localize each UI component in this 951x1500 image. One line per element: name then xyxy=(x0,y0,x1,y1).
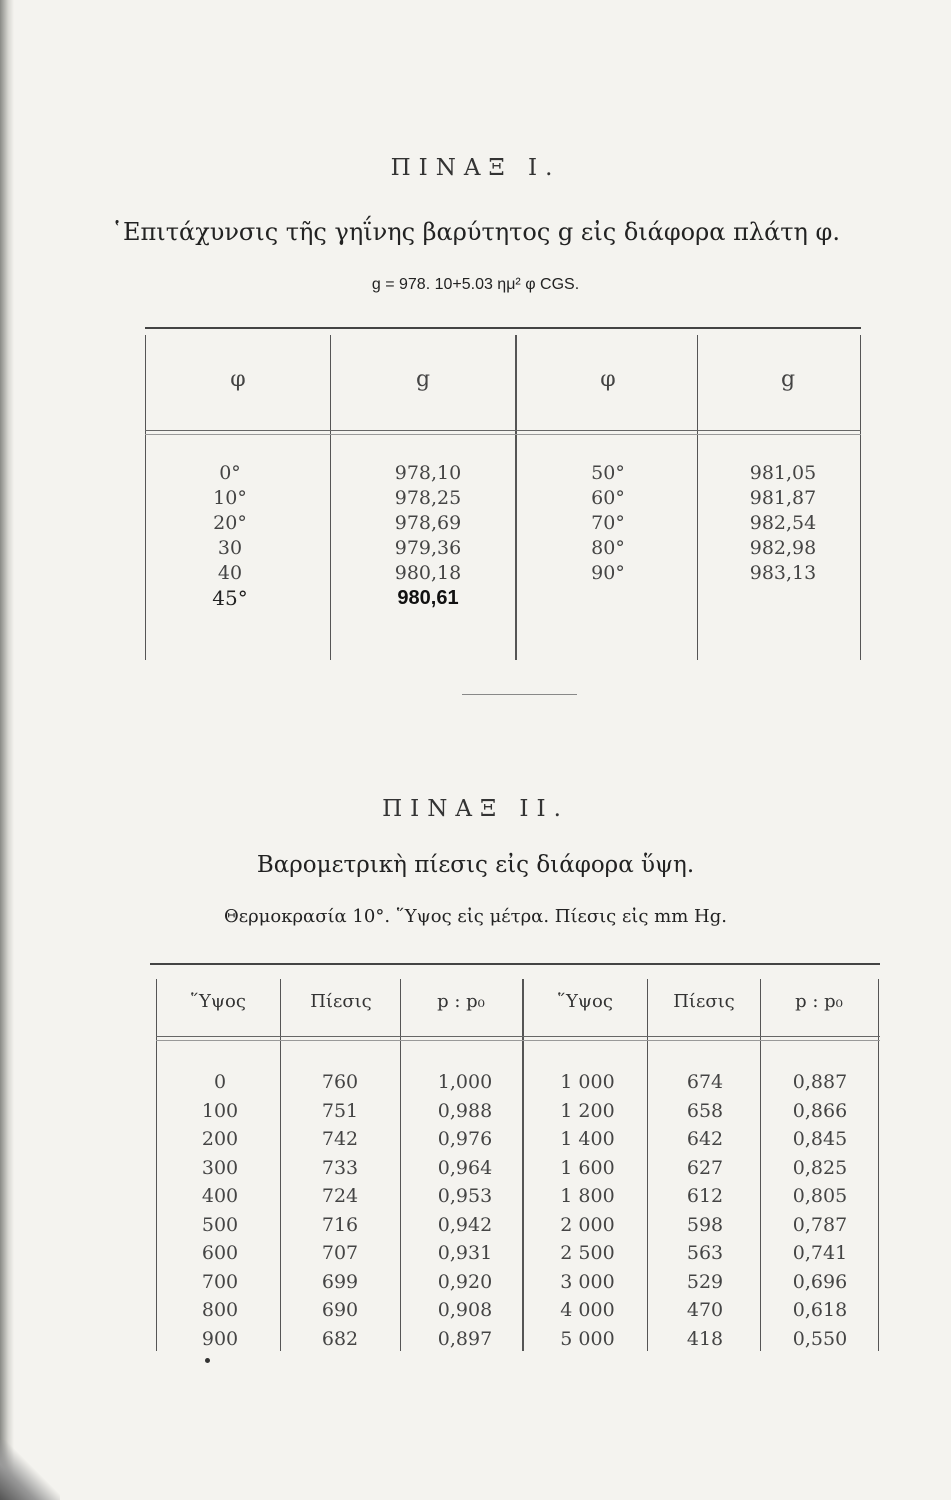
table2-col-divider xyxy=(647,979,648,1351)
table1-mid-divider xyxy=(515,335,517,660)
table1-header-phi: φ xyxy=(600,367,616,392)
table2-col-pressure-right xyxy=(665,1068,745,1353)
table1-header-g: g xyxy=(415,367,431,392)
table2-header-ratio: p : p₀ xyxy=(437,991,485,1012)
table2-border-right xyxy=(878,979,879,1351)
table-cell: 800 xyxy=(201,1299,239,1321)
table-cell: 978,10 xyxy=(394,462,462,484)
table1-col-phi-left xyxy=(195,461,265,611)
table-cell: 682 xyxy=(321,1327,359,1350)
table-cell: 980,18 xyxy=(394,562,462,584)
table-cell: 0,825 xyxy=(792,1156,848,1179)
table1-header-g: g xyxy=(780,367,796,392)
table-cell: 2 000 xyxy=(560,1213,615,1236)
table-cell: 0,805 xyxy=(792,1185,848,1207)
table-cell: 0,866 xyxy=(792,1099,848,1122)
table-cell: 742 xyxy=(321,1128,359,1150)
table-cell: 982,54 xyxy=(749,512,817,534)
table2-border-left xyxy=(156,979,157,1351)
table-cell: 100 xyxy=(201,1099,239,1122)
table-cell: 1 200 xyxy=(560,1099,615,1122)
table-cell: 70° xyxy=(591,512,625,534)
table2-header-ratio: p : p₀ xyxy=(795,991,843,1012)
table-cell: 5 000 xyxy=(560,1327,615,1350)
table2-header-pressure: Πίεσις xyxy=(673,991,735,1012)
table-cell: 983,13 xyxy=(749,562,817,584)
table-cell: 612 xyxy=(686,1185,724,1207)
table2-header-pressure: Πίεσις xyxy=(310,991,372,1012)
table-cell: 45° xyxy=(212,586,248,610)
table1-border-left xyxy=(145,335,146,660)
table-cell: 0,897 xyxy=(437,1327,493,1350)
table-cell: 1 400 xyxy=(560,1128,615,1150)
table-cell: 751 xyxy=(321,1099,359,1122)
table2-col-ratio-left xyxy=(420,1068,510,1353)
table-cell: 0,741 xyxy=(792,1242,848,1264)
table1-col-phi-right xyxy=(568,461,648,586)
table-cell: 0,618 xyxy=(792,1299,848,1321)
table-cell: 979,36 xyxy=(394,537,462,559)
table1-col-divider xyxy=(330,335,331,660)
table-cell: 981,87 xyxy=(749,487,817,509)
table-cell: 2 500 xyxy=(560,1242,615,1264)
table-cell: 0,550 xyxy=(792,1327,848,1350)
table1-col-g-left xyxy=(373,461,483,611)
table-cell: 0,931 xyxy=(437,1242,493,1264)
table2-col-height-right xyxy=(540,1068,635,1353)
table-cell: 674 xyxy=(686,1071,724,1093)
table-cell: 690 xyxy=(321,1299,359,1321)
table-cell: 500 xyxy=(201,1213,239,1236)
table-cell: 978,25 xyxy=(394,487,462,509)
gravity-table xyxy=(143,327,861,660)
table-cell: 0,908 xyxy=(437,1299,493,1321)
table-cell: 0 xyxy=(213,1071,227,1093)
table2-mid-divider xyxy=(522,979,524,1351)
table2-col-divider xyxy=(280,979,281,1351)
table-cell: 1,000 xyxy=(437,1071,493,1093)
page-corner xyxy=(0,1440,60,1500)
table1-header-rule xyxy=(145,430,861,431)
ink-speck xyxy=(205,1358,210,1363)
table-cell: 1 000 xyxy=(560,1071,615,1093)
table2-note: Θερμοκρασία 10°. ῞Υψος εἰς μέτρα. Πίεσις εἰς mm Hg. xyxy=(224,906,727,927)
table-cell: 978,69 xyxy=(394,512,462,534)
table-cell: 627 xyxy=(686,1156,724,1179)
table-cell: 760 xyxy=(321,1071,359,1093)
table-cell: 4 000 xyxy=(560,1299,615,1321)
table-cell: 0,887 xyxy=(792,1071,848,1093)
table-cell: 642 xyxy=(686,1128,724,1150)
table1-formula: g = 978. 10+5.03 ημ² φ CGS. xyxy=(371,276,580,293)
table1-subtitle: ῾Επιτάχυνσις τῆς γηΐνης βαρύτητος g εἰς διάφορα πλάτη φ. xyxy=(111,218,840,246)
table-cell: 3 000 xyxy=(560,1270,615,1293)
section-divider xyxy=(462,694,577,695)
table1-title: ΠΙΝΑΞ Ι. xyxy=(390,155,561,181)
table-cell: 658 xyxy=(686,1099,724,1122)
table-cell: 60° xyxy=(591,487,625,509)
table-cell: 0,787 xyxy=(792,1213,848,1236)
table-cell: 563 xyxy=(686,1242,724,1264)
table-cell: 418 xyxy=(686,1327,724,1350)
table-cell: 50° xyxy=(591,462,625,484)
table-cell: 900 xyxy=(201,1327,239,1350)
table-cell: 600 xyxy=(201,1242,239,1264)
table-cell: 0,964 xyxy=(437,1156,493,1179)
table-cell: 30 xyxy=(217,537,243,559)
table-cell: 716 xyxy=(321,1213,359,1236)
table2-header-height: ῞Υψος xyxy=(190,991,246,1012)
table-cell: 40 xyxy=(217,562,243,584)
table-cell: 529 xyxy=(686,1270,724,1293)
table2-header-rule xyxy=(156,1040,880,1041)
table-cell: 90° xyxy=(591,562,625,584)
table-cell: 700 xyxy=(201,1270,239,1293)
table2-subtitle: Βαρομετρικὴ πίεσις εἰς διάφορα ὕψη. xyxy=(256,852,695,878)
table-cell: 10° xyxy=(213,487,247,509)
table-cell: 0,920 xyxy=(437,1270,493,1293)
table-cell: 300 xyxy=(201,1156,239,1179)
table-cell: 400 xyxy=(201,1185,239,1207)
barometric-table xyxy=(150,963,880,1351)
table2-col-ratio-right xyxy=(775,1068,865,1353)
table-cell: 20° xyxy=(213,512,247,534)
table-cell: 980,61 xyxy=(397,587,459,609)
table2-title: ΠΙΝΑΞ ΙΙ. xyxy=(382,796,569,822)
table2-col-pressure-left xyxy=(300,1068,380,1353)
table-cell: 982,98 xyxy=(749,537,817,559)
table-cell: 981,05 xyxy=(749,462,817,484)
table1-col-g-right xyxy=(733,461,833,586)
table-cell: 1 600 xyxy=(560,1156,615,1179)
table1-header-phi: φ xyxy=(230,367,246,392)
table-cell: 0° xyxy=(219,462,241,484)
table-cell: 733 xyxy=(321,1156,359,1179)
table-cell: 0,976 xyxy=(437,1128,493,1150)
table-cell: 0,953 xyxy=(437,1185,493,1207)
table-cell: 0,988 xyxy=(437,1099,493,1122)
table2-col-divider xyxy=(760,979,761,1351)
table-cell: 598 xyxy=(686,1213,724,1236)
table-cell: 0,845 xyxy=(792,1128,848,1150)
table2-top-rule xyxy=(150,963,880,965)
table2-header-height: ῞Υψος xyxy=(557,991,613,1012)
table-cell: 707 xyxy=(321,1242,359,1264)
table-cell: 699 xyxy=(321,1270,359,1293)
table1-top-rule xyxy=(145,327,861,329)
table-cell: 80° xyxy=(591,537,625,559)
table-cell: 470 xyxy=(686,1299,724,1321)
table-cell: 200 xyxy=(201,1128,239,1150)
table-cell: 0,942 xyxy=(437,1213,493,1236)
table2-header-rule xyxy=(156,1036,880,1037)
table-cell: 1 800 xyxy=(560,1185,615,1207)
table-cell: 724 xyxy=(321,1185,359,1207)
table2-col-divider xyxy=(400,979,401,1351)
table1-header-rule xyxy=(145,434,861,435)
table-cell: 0,696 xyxy=(792,1270,848,1293)
table2-col-height-left xyxy=(175,1068,265,1353)
